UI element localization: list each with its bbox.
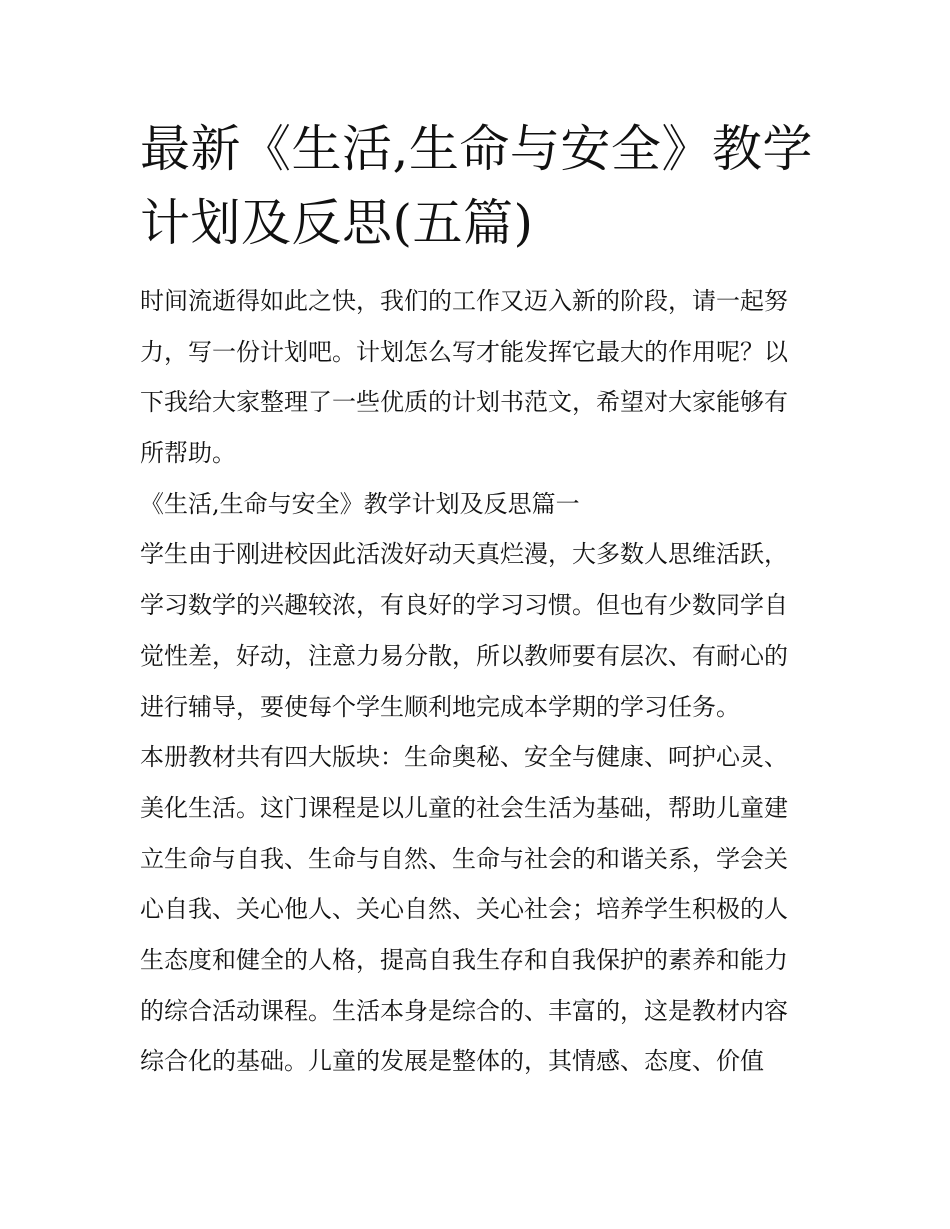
paragraph-line: 美化生活。这门课程是以儿童的社会生活为基础，帮助儿童建 bbox=[140, 793, 788, 822]
title-line: 计划及反思(五篇) bbox=[140, 194, 534, 252]
paragraph-line: 心自我、关心他人、关心自然、关心社会；培养学生积极的人 bbox=[140, 895, 788, 924]
paragraph-line: 生态度和健全的人格，提高自我生存和自我保护的素养和能力 bbox=[140, 945, 788, 974]
section-heading: 《生活,生命与安全》教学计划及反思篇一 bbox=[140, 489, 580, 518]
intro-paragraph-line: 所帮助。 bbox=[140, 439, 236, 468]
paragraph-line: 进行辅导，要使每个学生顺利地完成本学期的学习任务。 bbox=[140, 692, 740, 721]
paragraph-line: 立生命与自我、生命与自然、生命与社会的和谐关系，学会关 bbox=[140, 844, 788, 873]
intro-paragraph-line: 时间流逝得如此之快，我们的工作又迈入新的阶段，请一起努 bbox=[140, 287, 788, 315]
paragraph-line: 学习数学的兴趣较浓，有良好的学习习惯。但也有少数同学自 bbox=[140, 591, 788, 620]
paragraph-line: 的综合活动课程。生活本身是综合的、丰富的，这是教材内容 bbox=[140, 996, 788, 1025]
document-title bbox=[140, 112, 820, 260]
document-body bbox=[140, 276, 820, 1087]
intro-paragraph-line: 力，写一份计划吧。计划怎么写才能发挥它最大的作用呢？以 bbox=[140, 337, 788, 366]
title-line: 最新《生活,生命与安全》教学 bbox=[140, 120, 813, 178]
intro-paragraph-line: 下我给大家整理了一些优质的计划书范文，希望对大家能够有 bbox=[140, 388, 788, 417]
paragraph-line: 本册教材共有四大版块：生命奥秘、安全与健康、呵护心灵、 bbox=[140, 743, 788, 772]
paragraph-line: 觉性差，好动，注意力易分散，所以教师要有层次、有耐心的 bbox=[140, 641, 788, 670]
paragraph-line: 综合化的基础。儿童的发展是整体的，其情感、态度、价值 bbox=[140, 1047, 764, 1076]
paragraph-line: 学生由于刚进校因此活泼好动天真烂漫，大多数人思维活跃， bbox=[140, 540, 788, 569]
